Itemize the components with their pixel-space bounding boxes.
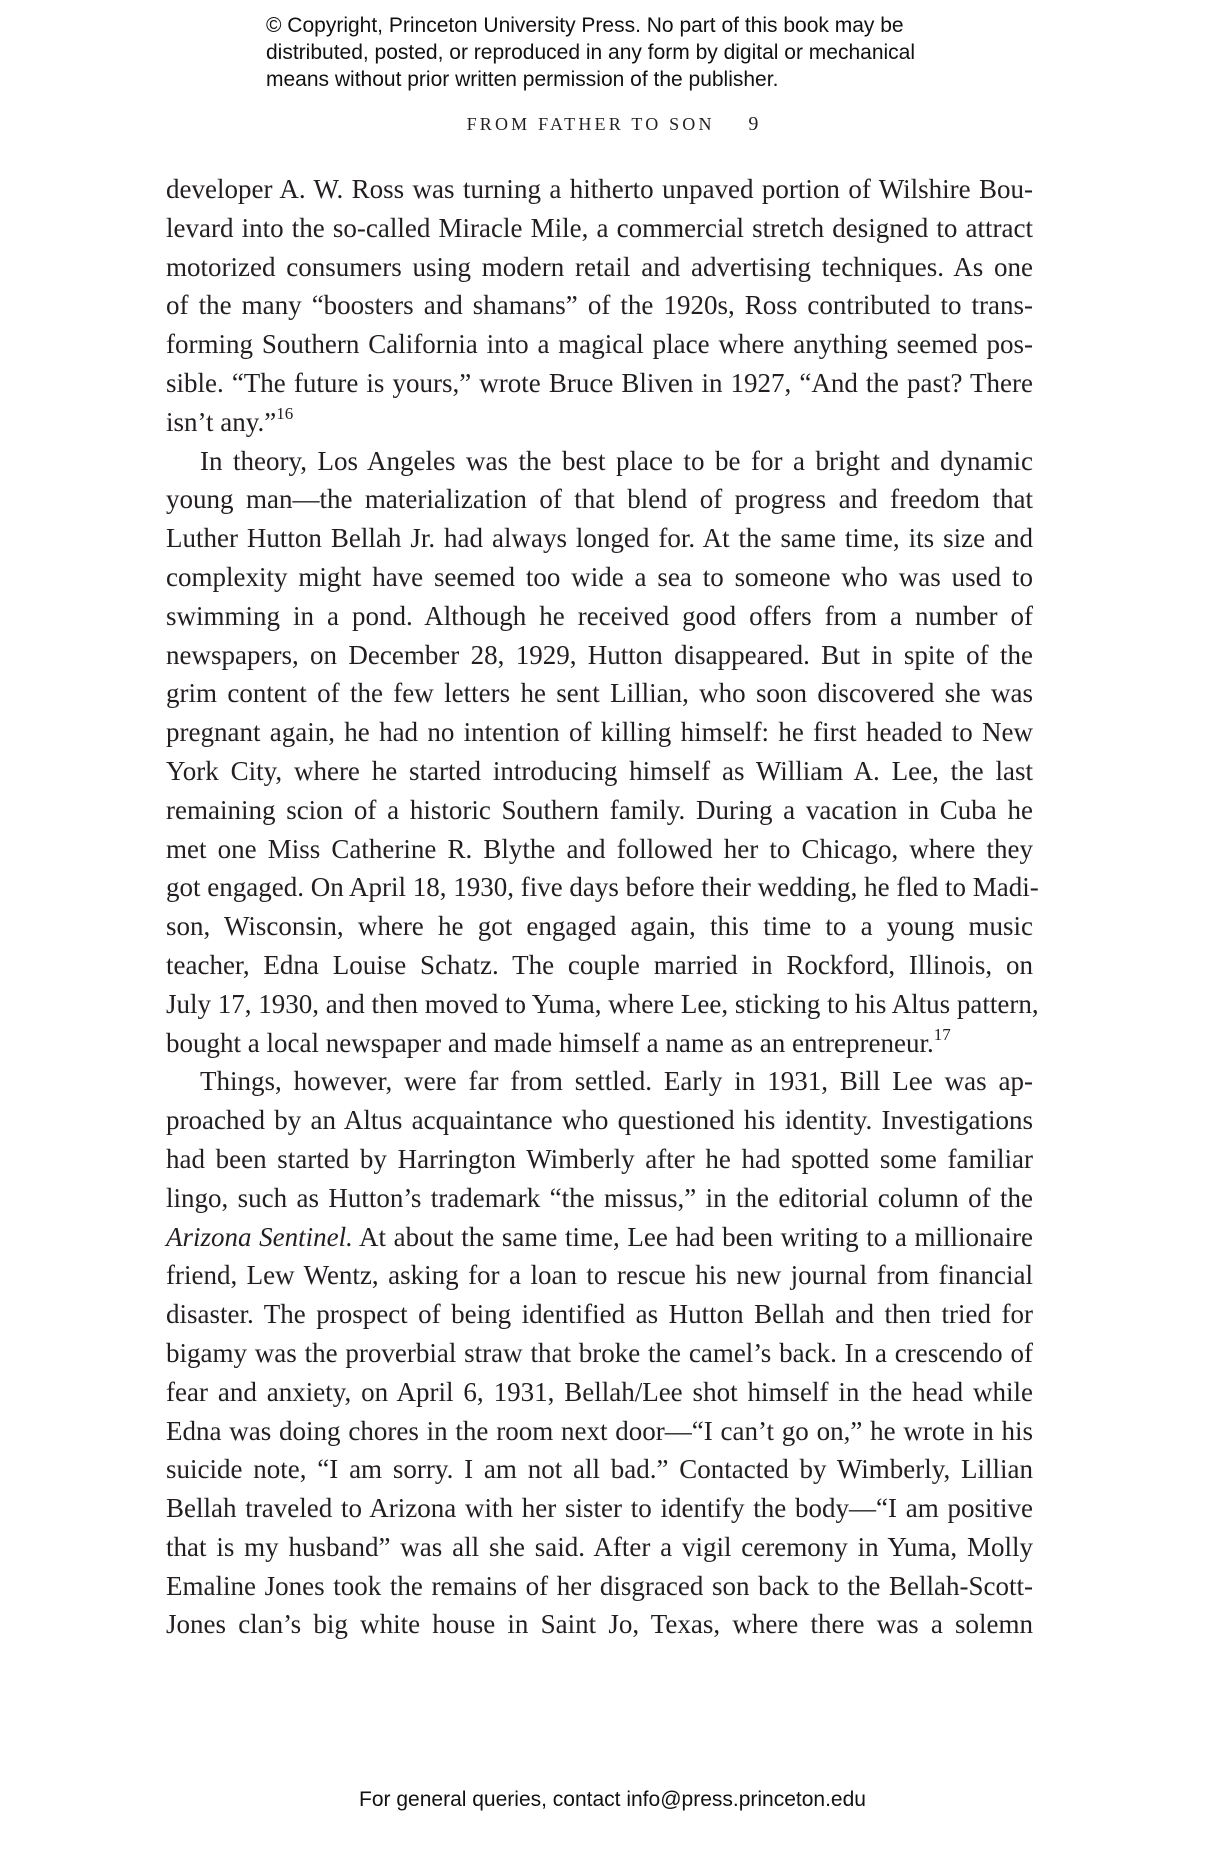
body-line-text: newspapers, on December 28, 1929, Hutton disappeared. But in spite of the bbox=[166, 639, 1033, 670]
body-line-text: bigamy was the proverbial straw that broke the camel’s back. In a crescendo of bbox=[166, 1337, 1033, 1368]
body-line-text: Things, however, were far from settled. Early in 1931, Bill Lee was ap- bbox=[200, 1066, 1033, 1097]
footer-contact: For general queries, contact info@press.princeton.edu bbox=[359, 1788, 866, 1811]
body-line bbox=[166, 1605, 1033, 1644]
body-line-text: had been started by Harrington Wimberly after he had spotted some familiar bbox=[166, 1143, 1033, 1174]
body-line-text: Luther Hutton Bellah Jr. had always longed for. At the same time, its size and bbox=[166, 523, 1033, 554]
body-line-text: developer A. W. Ross was turning a hitherto unpaved portion of Wilshire Bou- bbox=[166, 174, 1033, 204]
body-line bbox=[166, 1528, 1033, 1567]
body-text bbox=[166, 170, 1039, 1644]
body-line bbox=[166, 403, 1033, 442]
body-line bbox=[166, 1412, 1033, 1451]
body-line-text: swimming in a pond. Although he received good offers from a number of bbox=[166, 600, 1033, 631]
body-line bbox=[166, 1256, 1033, 1295]
body-line bbox=[166, 1218, 1033, 1257]
body-line bbox=[166, 325, 1033, 364]
body-line-text: levard into the so-called Miracle Mile, a commercial stretch designed to attract bbox=[166, 212, 1033, 243]
body-line-text: pregnant again, he had no intention of killing himself: he first headed to New bbox=[166, 717, 1033, 748]
body-line bbox=[166, 558, 1033, 597]
copyright-line: distributed, posted, or reproduced in any form by digital or mechanical bbox=[266, 41, 916, 64]
body-line-text: Bellah traveled to Arizona with her sister to identify the body—“I am positive bbox=[166, 1493, 1033, 1524]
body-line bbox=[166, 1334, 1033, 1373]
italic-title: Arizona Sentinel. bbox=[166, 1221, 353, 1252]
body-line-text: grim content of the few letters he sent Lillian, who soon discovered she was bbox=[166, 678, 1033, 709]
body-line bbox=[166, 1140, 1033, 1179]
body-line bbox=[166, 1295, 1033, 1334]
body-line bbox=[166, 480, 1033, 519]
body-line bbox=[166, 597, 1033, 636]
footnote-marker: 16 bbox=[276, 403, 294, 423]
body-line-text: At about the same time, Lee had been writing to a millionaire bbox=[352, 1221, 1034, 1252]
body-line-text: Edna was doing chores in the room next door—“I can’t go on,” he wrote in his bbox=[166, 1415, 1033, 1446]
body-line bbox=[166, 519, 1033, 558]
body-line-text: of the many “boosters and shamans” of the 1920s, Ross contributed to trans- bbox=[166, 290, 1033, 321]
body-line bbox=[166, 907, 1033, 946]
body-line bbox=[166, 791, 1033, 830]
body-line bbox=[166, 170, 1033, 209]
body-line-text: sible. “The future is yours,” wrote Bruce Bliven in 1927, “And the past? There bbox=[166, 367, 1033, 398]
body-line-text: lingo, such as Hutton’s trademark “the missus,” in the editorial column of the bbox=[166, 1182, 1033, 1213]
body-line bbox=[166, 636, 1033, 675]
body-line bbox=[166, 1101, 1033, 1140]
body-line bbox=[166, 248, 1033, 287]
body-line bbox=[166, 946, 1033, 985]
body-line-text: bought a local newspaper and made himself a name as an entrepreneur. bbox=[166, 1027, 934, 1058]
body-line bbox=[166, 364, 1033, 403]
body-line-text: teacher, Edna Louise Schatz. The couple married in Rockford, Illinois, on bbox=[166, 949, 1033, 980]
body-line-text: met one Miss Catherine R. Blythe and followed her to Chicago, where they bbox=[166, 833, 1033, 864]
body-line bbox=[166, 830, 1033, 869]
body-line bbox=[166, 442, 1033, 481]
page-number: 9 bbox=[748, 113, 759, 135]
body-line-text: proached by an Altus acquaintance who questioned his identity. Investigations bbox=[166, 1105, 1033, 1136]
body-line-text: got engaged. On April 18, 1930, five days before their wedding, he fled to Madi- bbox=[166, 872, 1039, 903]
running-head bbox=[0, 113, 1225, 136]
body-line-text: Jones clan’s big white house in Saint Jo, Texas, where there was a solemn bbox=[166, 1609, 1033, 1640]
body-line bbox=[166, 985, 1039, 1024]
body-line-text: that is my husband” was all she said. After a vigil ceremony in Yuma, Molly bbox=[166, 1531, 1033, 1562]
copyright-line: means without prior written permission of the publisher. bbox=[266, 68, 779, 91]
body-line bbox=[166, 286, 1033, 325]
body-line bbox=[166, 1373, 1033, 1412]
body-line-text: suicide note, “I am sorry. I am not all bad.” Contacted by Wimberly, Lillian bbox=[166, 1454, 1033, 1485]
body-line-text: forming Southern California into a magical place where anything seemed pos- bbox=[166, 329, 1033, 360]
running-head-title: FROM FATHER TO SON bbox=[466, 114, 715, 134]
body-line-text: disaster. The prospect of being identified as Hutton Bellah and then tried for bbox=[166, 1299, 1033, 1330]
body-line-text: fear and anxiety, on April 6, 1931, Bellah/Lee shot himself in the head while bbox=[166, 1376, 1033, 1407]
body-line bbox=[166, 1489, 1033, 1528]
body-line-text: isn’t any.” bbox=[166, 406, 277, 437]
body-line bbox=[166, 1179, 1033, 1218]
body-line-text: In theory, Los Angeles was the best place to be for a bright and dynamic bbox=[200, 445, 1033, 476]
body-line-text: young man—the materialization of that blend of progress and freedom that bbox=[166, 484, 1033, 515]
body-line bbox=[166, 713, 1033, 752]
body-line-text: July 17, 1930, and then moved to Yuma, where Lee, sticking to his Altus pattern, bbox=[166, 988, 1039, 1019]
body-line bbox=[166, 868, 1039, 907]
body-line-text: Emaline Jones took the remains of her disgraced son back to the Bellah-Scott- bbox=[166, 1570, 1033, 1601]
body-line bbox=[166, 752, 1033, 791]
body-line bbox=[166, 1062, 1033, 1101]
body-line-text: York City, where he started introducing himself as William A. Lee, the last bbox=[166, 755, 1033, 786]
body-line-text: son, Wisconsin, where he got engaged again, this time to a young music bbox=[166, 911, 1033, 942]
body-line bbox=[166, 1567, 1033, 1606]
body-line-text: remaining scion of a historic Southern family. During a vacation in Cuba he bbox=[166, 794, 1033, 825]
body-line bbox=[166, 1024, 1033, 1063]
body-line bbox=[166, 1450, 1033, 1489]
body-line bbox=[166, 674, 1033, 713]
body-line-text: complexity might have seemed too wide a sea to someone who was used to bbox=[166, 561, 1033, 592]
copyright-line: © Copyright, Princeton University Press. No part of this book may be bbox=[266, 14, 904, 37]
footnote-marker: 17 bbox=[933, 1024, 951, 1044]
body-line bbox=[166, 209, 1033, 248]
body-line-text: friend, Lew Wentz, asking for a loan to rescue his new journal from financial bbox=[166, 1260, 1033, 1291]
body-line-text: motorized consumers using modern retail and advertising techniques. As one bbox=[166, 251, 1033, 282]
copyright-notice bbox=[266, 12, 1026, 93]
